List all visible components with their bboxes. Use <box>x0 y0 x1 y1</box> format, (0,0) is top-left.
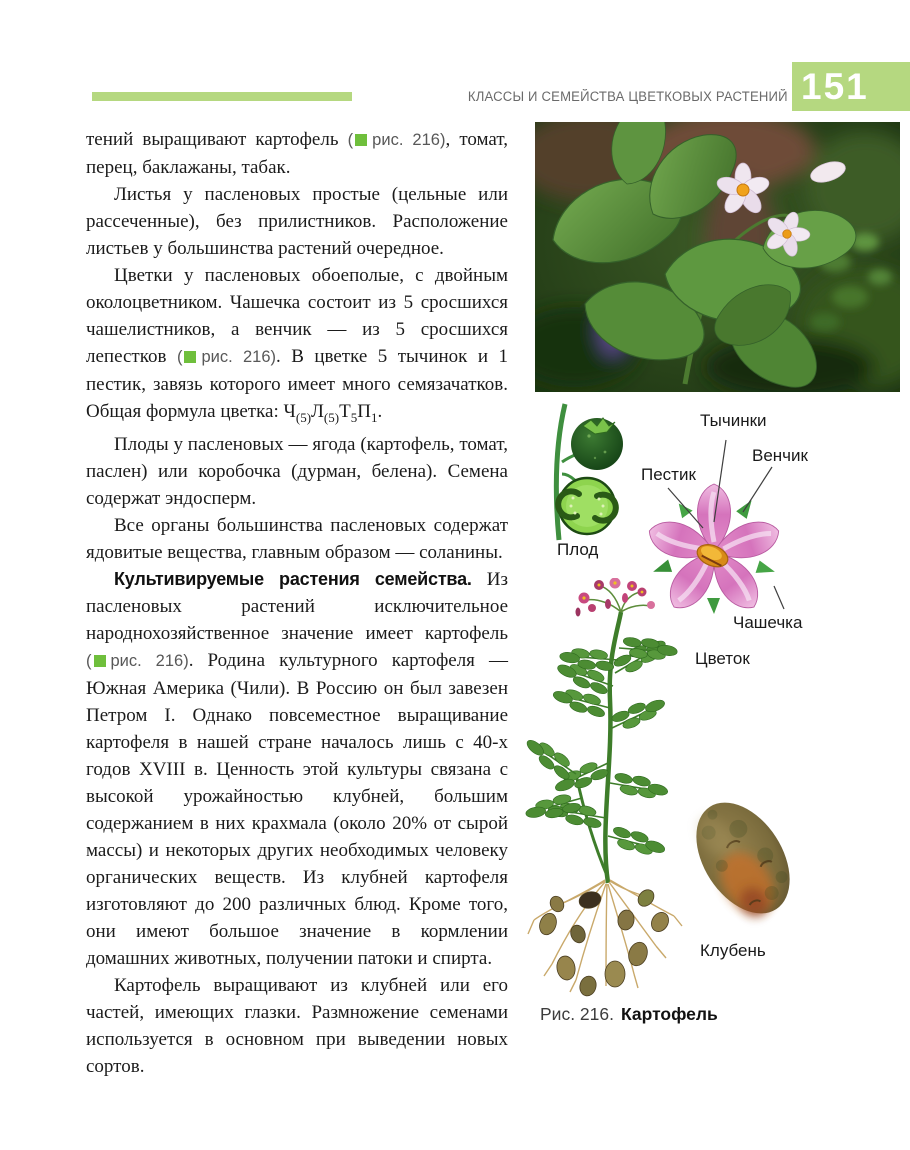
label-tuber: Клубень <box>700 941 766 960</box>
green-square-icon <box>94 655 106 667</box>
figure-reference <box>86 652 189 670</box>
para-text: , томат, перец, баклажаны, табак. <box>86 129 509 178</box>
photo-illustration <box>535 122 900 392</box>
paragraph-7: Картофель выращивают из клубней или его частей, имеющих глазки. Размножение семенами используется в основном при выведении новых сортов. <box>86 974 508 1077</box>
para-text: Цветки у пасленовых обоеполые, с двойным околоцветником. Чашечка состоит из 5 сросшихся чашелистников, а венчик — из 5 сросшихся лепестков <box>86 265 508 367</box>
paragraph-6 <box>86 566 508 972</box>
label-stamens: Тычинки <box>700 411 767 430</box>
figure-caption <box>540 1004 718 1025</box>
ref-open: ( <box>86 651 92 670</box>
label-calyx: Чашечка <box>733 613 803 632</box>
para-text: . В цветке 5 тычинок и 1 пестик, завязь которого имеет много семязачатков. Общая формула цветка: <box>86 346 509 422</box>
ref-close: ) <box>183 651 189 670</box>
paragraph-5: Все органы большинства пасленовых содержат ядовитые вещества, главным образом — соланины. <box>86 514 508 563</box>
paragraph-2: Листья у пасленовых простые (цельные или рассеченные), без прилистников. Расположение листьев у большинства растений очередное. <box>86 184 508 259</box>
caption-prefix: Рис. 216. <box>540 1004 614 1024</box>
figure-reference <box>177 348 276 366</box>
paragraph-3 <box>86 262 508 431</box>
label-corolla: Венчик <box>752 446 808 465</box>
leader-lines <box>535 400 910 1000</box>
ref-open: ( <box>347 131 354 149</box>
ref-close: ) <box>439 131 446 149</box>
para-text: Из пасленовых растений исключительное народнохозяйственное значение имеет картофель <box>86 568 508 644</box>
label-fruit: Плод <box>557 540 599 559</box>
para-text: тений выращивают картофель <box>86 129 348 150</box>
para-text: . Родина культурного картофеля — Южная Америка (Чили). В Россию он был завезен Петром I. Однако повсеместное выращивание картофеля в нашей стране началось лишь с 40-х годов XVIII в. Ценность этой культуры связана с высокой урожайностью клубней, большим содержанием в них крахмала (около 20% от сырой массы) и некоторых других необходимых человеку органических веществ. Из клубней картофеля изготовляют до 200 различных блюд. Кроме того, они имеют большое значение в кормлении домашних животных, получении патоки и спирта. <box>86 649 509 969</box>
figure-216-diagram <box>535 400 910 1000</box>
potato-plant-photo <box>535 122 900 392</box>
ref-open: ( <box>176 348 183 366</box>
paragraph-4: Плоды у пасленовых — ягода (картофель, томат, паслен) или коробочка (дурман, белена). Семена содержат эндосперм. <box>86 433 508 509</box>
run-in-heading: Культивируемые растения семейства. <box>114 568 472 589</box>
caption-title: Картофель <box>620 1004 718 1024</box>
para-text: . <box>377 401 383 422</box>
ref-label: рис. 216 <box>110 651 184 670</box>
label-pistil: Пестик <box>641 465 696 484</box>
label-flower: Цветок <box>695 649 750 668</box>
body-text-column <box>86 126 508 1080</box>
flower-formula: $Ч_{(5)}Л_{(5)}Т_5П_1$ <box>283 401 378 425</box>
ref-close: ) <box>270 348 276 366</box>
green-square-icon <box>184 351 196 363</box>
green-square-icon <box>355 134 367 146</box>
page-number-badge <box>792 62 910 111</box>
ref-label: рис. 216 <box>372 131 440 149</box>
header-accent-bar <box>92 92 352 101</box>
ref-label: рис. 216 <box>201 348 271 366</box>
paragraph-1 <box>86 126 508 181</box>
running-header: КЛАССЫ И СЕМЕЙСТВА ЦВЕТКОВЫХ РАСТЕНИЙ <box>468 89 788 104</box>
page-number: 151 <box>801 66 869 107</box>
figure-reference <box>348 131 446 149</box>
